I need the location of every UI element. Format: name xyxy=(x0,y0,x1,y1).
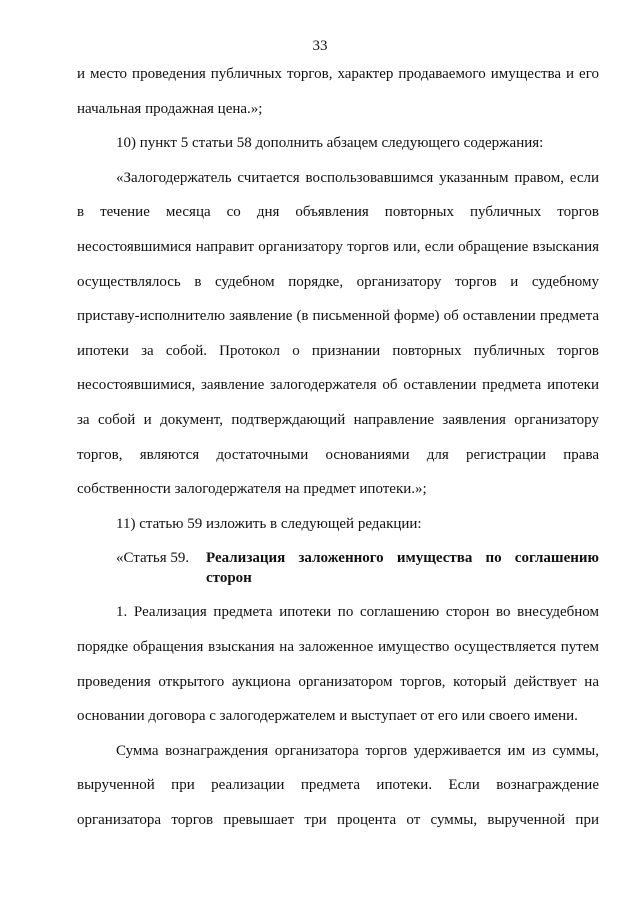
document-body xyxy=(77,57,599,837)
article-heading xyxy=(77,548,599,588)
text-line: и место проведения публичных торгов, характер продаваемого имущества и его xyxy=(77,66,599,82)
text-line: «Залогодержатель считается воспользовавшимся указанным правом, если xyxy=(116,169,599,186)
paragraph-remuneration xyxy=(77,734,599,838)
text-line: несостоявшимися направит организатору торгов или, если обращение взыскания xyxy=(77,238,599,255)
text-line: проведения открытого аукциона организатором торгов, который действует на xyxy=(77,673,599,690)
text-line: 10) пункт 5 статьи 58 дополнить абзацем следующего содержания: xyxy=(116,135,544,152)
text-line: порядке обращения взыскания на заложенное имущество осуществляется путем xyxy=(77,638,599,655)
text-line: в течение месяца со дня объявления повторных публичных торгов xyxy=(77,204,599,221)
text-line: основании договора с залогодержателем и выступает от его или своего имени. xyxy=(77,708,578,725)
page-number: 33 xyxy=(312,38,328,54)
text-line: начальная продажная цена.»; xyxy=(77,100,263,117)
text-line: несостоявшимися, заявление залогодержателя об оставлении предмета ипотеки xyxy=(77,377,599,394)
paragraph-quoted-addition xyxy=(77,161,599,507)
text-line: осуществлялось в судебном порядке, организатору торгов и судебному xyxy=(77,273,599,290)
paragraph-item-10 xyxy=(77,126,599,161)
article-title-line: сторон xyxy=(206,570,252,587)
paragraph-continuation xyxy=(77,57,599,126)
text-line: вырученной при реализации предмета ипотеки. Если вознаграждение xyxy=(77,777,599,794)
paragraph-article-point-1 xyxy=(77,595,599,733)
text-line: ипотеки за собой. Протокол о признании повторных публичных торгов xyxy=(77,342,599,359)
text-line: за собой и документ, подтверждающий направление заявления организатору xyxy=(77,411,599,428)
text-line: 1. Реализация предмета ипотеки по соглашению сторон во внесудебном xyxy=(116,604,599,621)
paragraph-item-11 xyxy=(77,507,599,542)
text-line: Сумма вознаграждения организатора торгов удерживается им из суммы, xyxy=(116,742,599,759)
article-title-line: Реализация заложенного имущества по соглашению xyxy=(206,550,599,567)
text-line: собственности залогодержателя на предмет ипотеки.»; xyxy=(77,481,427,498)
text-line: организатора торгов превышает три процента от суммы, вырученной при xyxy=(77,811,599,828)
text-line: 11) статью 59 изложить в следующей редакции: xyxy=(116,515,422,532)
text-line: приставу-исполнителю заявление (в письменной форме) об оставлении предмета xyxy=(77,308,599,325)
article-label: «Статья 59. xyxy=(116,550,190,567)
article-title xyxy=(206,548,599,588)
text-line: торгов, являются достаточными основаниями для регистрации права xyxy=(77,446,599,463)
